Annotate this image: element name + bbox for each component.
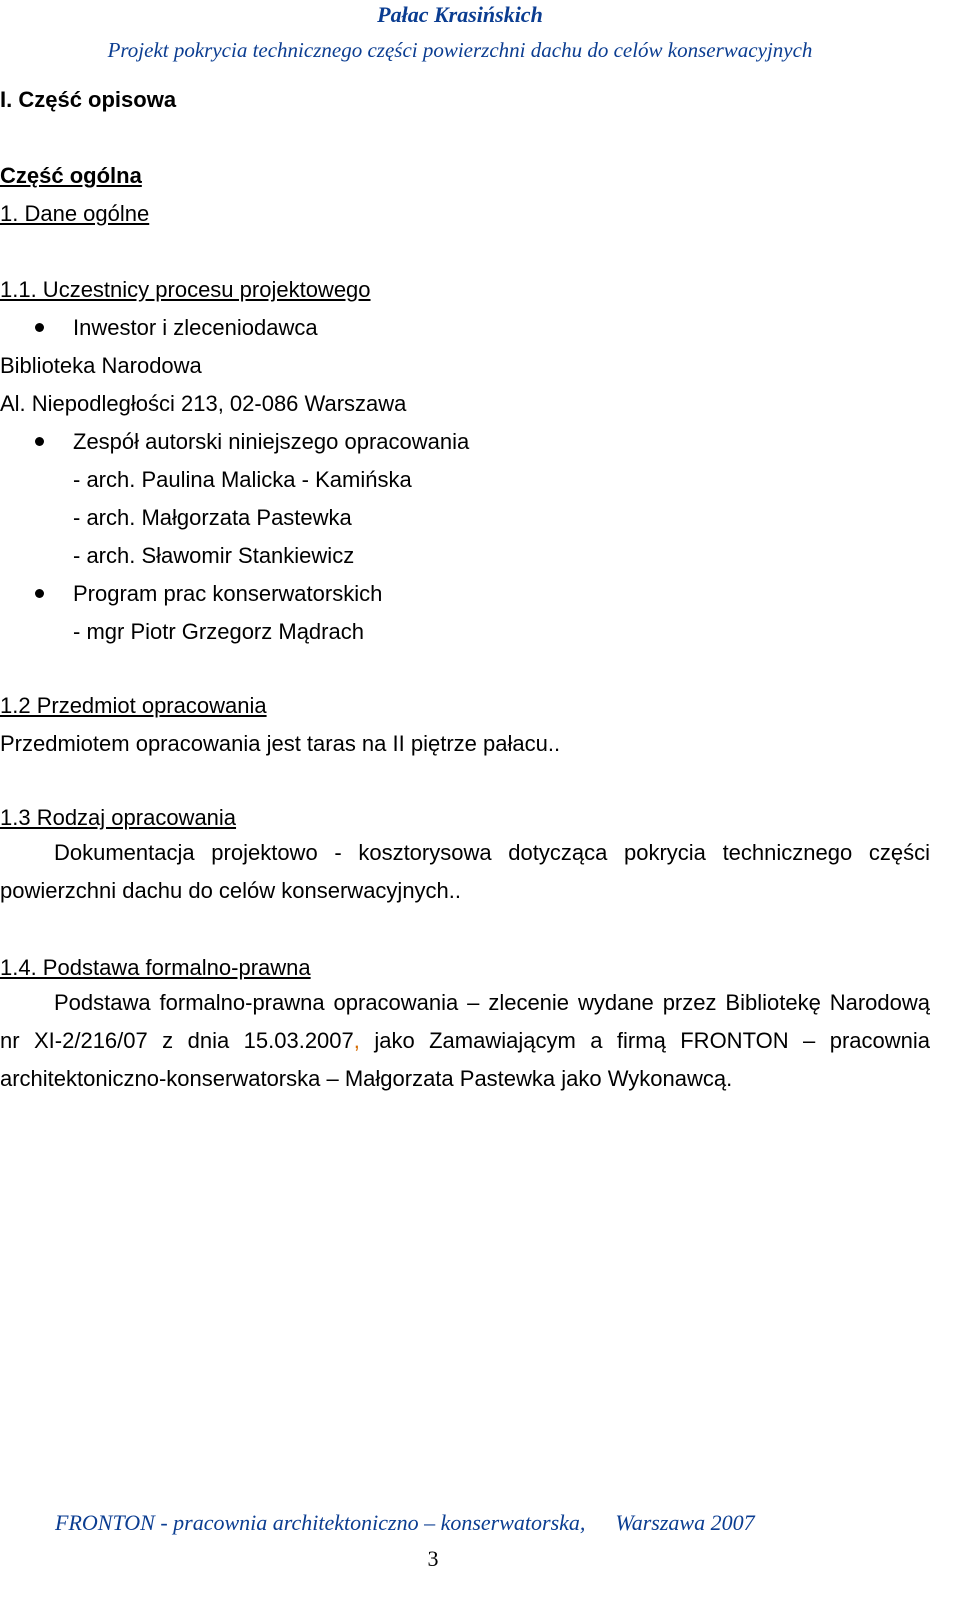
section-1-4-text-a: Podstawa formalno-prawna opracowania – zlecenie wydane przez Bibliotekę Narodową nr XI-2/216/07 z dnia 15.03.2007: [0, 990, 930, 1053]
section-1-heading: 1. Dane ogólne: [0, 201, 150, 226]
program-author: - mgr Piotr Grzegorz Mądrach: [73, 619, 364, 644]
team-member: - arch. Małgorzata Pastewka: [73, 505, 352, 530]
bullet-team: [0, 428, 900, 456]
bullet-dot-icon: [35, 323, 44, 332]
section-1-4-text: [0, 984, 930, 1098]
bullet-program: [0, 580, 900, 608]
part-heading: I. Część opisowa: [0, 87, 177, 112]
team-member: - arch. Paulina Malicka - Kamińska: [73, 467, 412, 492]
header-title: Pałac Krasińskich: [377, 2, 543, 27]
section-1-3-heading: 1.3 Rodzaj opracowania: [0, 805, 237, 830]
section-1-4-heading: 1.4. Podstawa formalno-prawna: [0, 955, 311, 980]
investor-label: Inwestor i zleceniodawca: [73, 315, 318, 340]
team-label: Zespół autorski niniejszego opracowania: [73, 429, 470, 454]
bullet-investor: [0, 314, 900, 342]
general-heading: Część ogólna: [0, 163, 142, 188]
team-member: - arch. Sławomir Stankiewicz: [73, 543, 355, 568]
section-1-4-text-b: jako Zamawiającym a firmą FRONTON – pracownia architektoniczno-konserwatorska – Małgorzata Pastewka jako Wykonawcą.: [0, 1028, 931, 1091]
investor-address: Al. Niepodległości 213, 02-086 Warszawa: [0, 391, 407, 416]
page-number: 3: [427, 1546, 439, 1571]
section-1-1-heading: 1.1. Uczestnicy procesu projektowego: [0, 277, 371, 302]
header-subtitle: Projekt pokrycia technicznego części powierzchni dachu do celów konserwacyjnych: [107, 38, 813, 62]
section-1-4-comma: ,: [353, 1028, 360, 1053]
program-label: Program prac konserwatorskich: [73, 581, 383, 606]
footer-text: FRONTON - pracownia architektoniczno – konserwatorska,: [55, 1510, 586, 1535]
bullet-dot-icon: [35, 589, 44, 598]
bullet-dot-icon: [35, 437, 44, 446]
footer: [55, 1510, 755, 1536]
investor-name: Biblioteka Narodowa: [0, 353, 202, 378]
section-1-2-heading: 1.2 Przedmiot opracowania: [0, 693, 267, 718]
section-1-2-text: Przedmiotem opracowania jest taras na II piętrze pałacu..: [0, 731, 561, 756]
footer-date: Warszawa 2007: [615, 1510, 755, 1535]
section-1-3-text: Dokumentacja projektowo - kosztorysowa dotycząca pokrycia technicznego części powierzchni dachu do celów konserwacyjnych..: [0, 840, 930, 903]
